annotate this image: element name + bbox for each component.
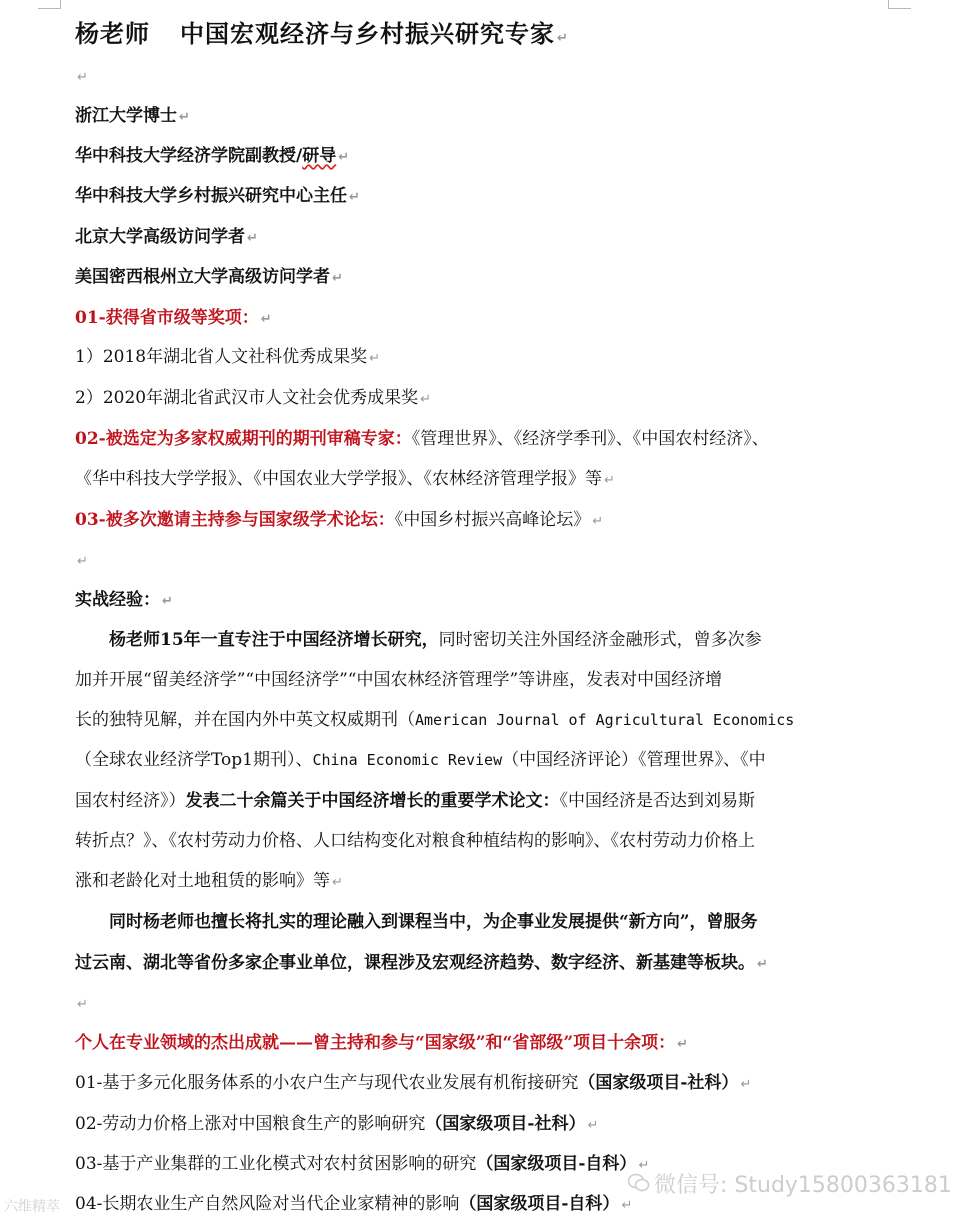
- project-item: 02-劳动力价格上涨对中国粮食生产的影响研究（国家级项目-社科） ↵: [75, 1114, 599, 1134]
- section-forum: 03-被多次邀请主持参与国家级学术论坛：《中国乡村振兴高峰论坛》 ↵: [75, 510, 604, 530]
- experience-paragraph: 转折点？》、《农村劳动力价格、人口结构变化对粮食种植结构的影响》、《农村劳动力价格上: [75, 831, 755, 851]
- credential-line: 华中科技大学乡村振兴研究中心主任 ↵: [75, 186, 360, 206]
- page-title: 杨老师 中国宏观经济与乡村振兴研究专家 ↵: [75, 19, 569, 48]
- experience-paragraph: 国农村经济》）发表二十余篇关于中国经济增长的重要学术论文：《中国经济是否达到刘易斯: [75, 791, 755, 811]
- watermark-right: 微信号: Study15800363181: [628, 1168, 952, 1199]
- empty-paragraph: ↵: [77, 554, 88, 569]
- award-item: 1）2018年湖北省人文社科优秀成果奖 ↵: [75, 347, 380, 367]
- margin-corner-right: [888, 0, 911, 9]
- section-heading-awards: 01-获得省市级等奖项： ↵: [75, 308, 272, 328]
- experience-paragraph: 涨和老龄化对土地租赁的影响》等 ↵: [75, 871, 343, 891]
- project-item: 04-长期农业生产自然风险对当代企业家精神的影响（国家级项目-自科） ↵: [75, 1194, 633, 1214]
- project-item: 01-基于多元化服务体系的小农户生产与现代农业发展有机衔接研究（国家级项目-社科） ↵: [75, 1073, 752, 1093]
- experience-paragraph: （全球农业经济学Top1期刊）、China Economic Review（中国经济评论）《管理世界》、《中: [75, 750, 766, 770]
- empty-paragraph: ↵: [77, 997, 88, 1012]
- watermark-left: 六维精萃: [4, 1199, 60, 1215]
- achievements-heading: 个人在专业领域的杰出成就——曾主持和参与“国家级”和“省部级”项目十余项： ↵: [75, 1033, 689, 1053]
- section-heading-reviewer: 02-被选定为多家权威期刊的期刊审稿专家：: [75, 429, 412, 449]
- margin-corner-left: [38, 0, 61, 9]
- wechat-icon: [628, 1173, 650, 1199]
- experience-paragraph: 杨老师15年一直专注于中国经济增长研究，同时密切关注外国经济金融形式，曾多次参: [109, 630, 762, 650]
- credential-line: 浙江大学博士 ↵: [75, 106, 190, 126]
- section-heading-forum: 03-被多次邀请主持参与国家级学术论坛：: [75, 510, 395, 530]
- credential-line: 北京大学高级访问学者 ↵: [75, 227, 258, 247]
- experience-paragraph-2: 同时杨老师也擅长将扎实的理论融入到课程当中，为企事业发展提供“新方向”，曾服务: [109, 912, 758, 932]
- credential-line: 华中科技大学经济学院副教授/研导 ↵: [75, 146, 350, 166]
- spellcheck-underline: 研导: [302, 146, 337, 166]
- credential-line: 美国密西根州立大学高级访问学者 ↵: [75, 267, 343, 287]
- paragraph-mark: ↵: [557, 31, 569, 46]
- project-item: 03-基于产业集群的工业化模式对农村贫困影响的研究（国家级项目-自科） ↵: [75, 1154, 650, 1174]
- experience-heading: 实战经验： ↵: [75, 590, 173, 610]
- experience-paragraph-2: 过云南、湖北等省份多家企事业单位，课程涉及宏观经济趋势、数字经济、新基建等板块。 ↵: [75, 953, 768, 973]
- section-reviewer: 02-被选定为多家权威期刊的期刊审稿专家：《管理世界》、《经济学季刊》、《中国农村经济》、: [75, 429, 769, 449]
- experience-paragraph: 长的独特见解，并在国内外中英文权威期刊（American Journal of Agricultural Economics: [75, 710, 795, 730]
- empty-paragraph: ↵: [77, 70, 88, 85]
- award-item: 2）2020年湖北省武汉市人文社会优秀成果奖 ↵: [75, 388, 431, 408]
- reviewer-journals: 《华中科技大学学报》、《中国农业大学学报》、《农林经济管理学报》等 ↵: [75, 469, 615, 489]
- experience-paragraph: 加并开展“留美经济学”“中国经济学”“中国农林经济管理学”等讲座，发表对中国经济增: [75, 670, 723, 690]
